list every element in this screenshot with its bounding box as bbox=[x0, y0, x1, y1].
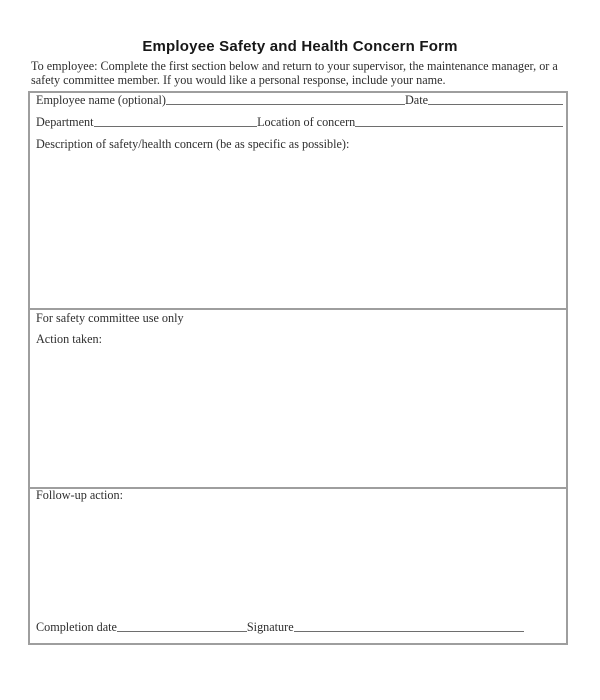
department-label: Department bbox=[36, 115, 94, 129]
followup-action-label: Follow-up action: bbox=[36, 488, 123, 502]
employee-name-field[interactable] bbox=[166, 103, 405, 105]
date-field[interactable] bbox=[428, 103, 563, 105]
location-of-concern-label: Location of concern bbox=[257, 115, 356, 129]
signature-field[interactable] bbox=[294, 630, 524, 632]
committee-heading-row bbox=[36, 310, 563, 326]
followup-write-area[interactable] bbox=[36, 503, 563, 620]
date-label: Date bbox=[404, 93, 428, 107]
intro-line-1: To employee: Complete the first section below and return to your supervisor, the maintenance manager, or a bbox=[31, 59, 558, 73]
name-date-row bbox=[36, 93, 563, 108]
location-of-concern-field[interactable] bbox=[355, 125, 563, 127]
action-taken-label: Action taken: bbox=[36, 332, 102, 346]
followup-action-row bbox=[36, 489, 563, 503]
action-taken-row bbox=[36, 326, 563, 347]
intro-text bbox=[31, 60, 576, 87]
employee-name-label: Employee name (optional) bbox=[36, 93, 166, 107]
form-title: Employee Safety and Health Concern Form bbox=[142, 38, 458, 55]
signature-label: Signature bbox=[246, 620, 294, 634]
committee-heading: For safety committee use only bbox=[36, 311, 184, 325]
description-write-area[interactable] bbox=[36, 152, 563, 308]
employee-section bbox=[30, 93, 566, 308]
completion-date-label: Completion date bbox=[36, 620, 117, 634]
form-box bbox=[28, 91, 568, 645]
committee-section bbox=[30, 308, 566, 487]
description-label: Description of safety/health concern (be as specific as possible): bbox=[36, 137, 350, 151]
department-location-row bbox=[36, 108, 563, 130]
intro-line-2: safety committee member. If you would like a personal response, include your name. bbox=[31, 72, 446, 87]
completion-signature-row bbox=[36, 620, 563, 635]
completion-date-field[interactable] bbox=[117, 630, 247, 632]
description-row bbox=[36, 130, 563, 152]
department-field[interactable] bbox=[94, 125, 258, 127]
followup-section bbox=[30, 487, 566, 643]
action-taken-write-area[interactable] bbox=[36, 347, 563, 487]
